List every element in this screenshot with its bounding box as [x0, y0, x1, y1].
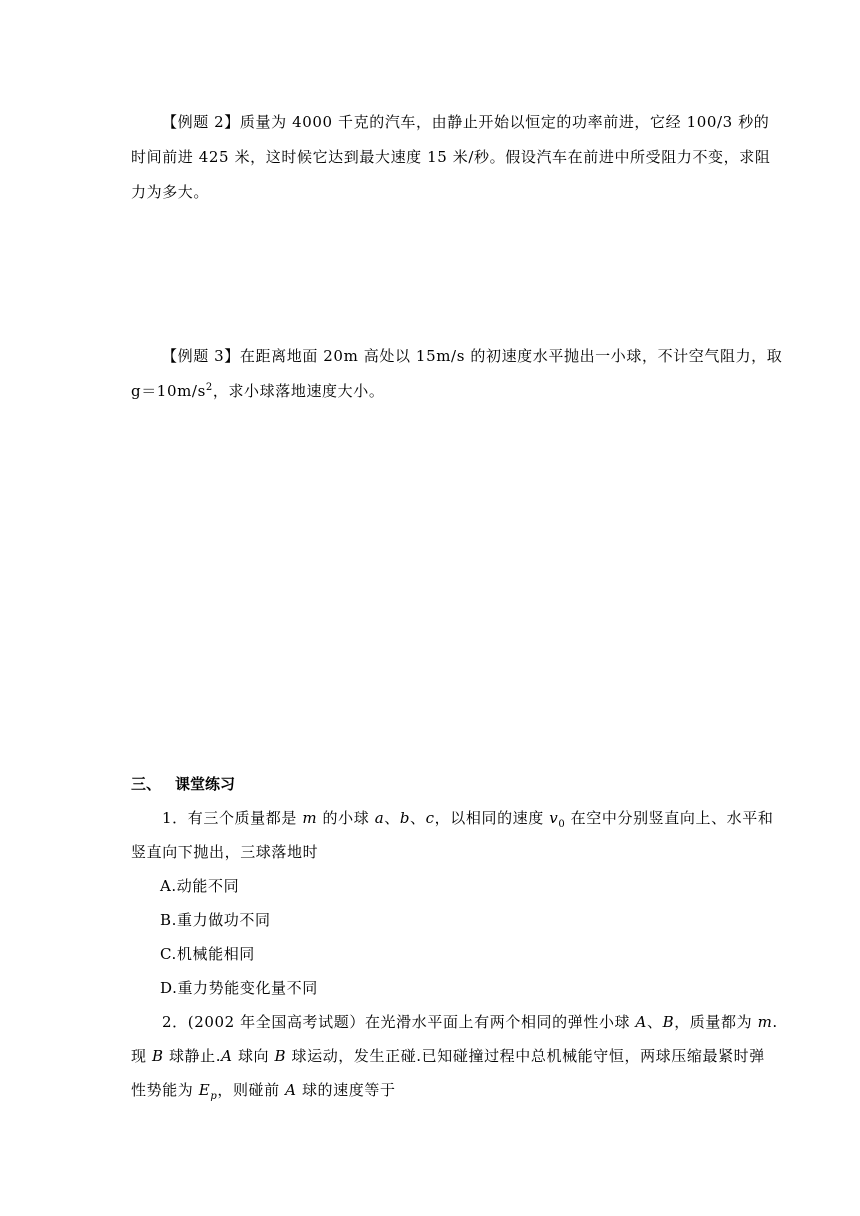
question1-option-a: A.动能不同: [160, 877, 240, 895]
example3-line-1: 【例题 3】在距离地面 20m 高处以 15m/s 的初速度水平抛出一小球，不计空气阻力，取: [162, 347, 783, 365]
question1-option-c: C.机械能相同: [160, 945, 255, 963]
example2-line-3: 力为多大。: [131, 183, 210, 201]
example3-tag: 【例题 3】: [162, 347, 240, 365]
example3-line-2: $g=10m/s^2$，求小球落地速度大小。: [131, 382, 385, 400]
section-number: 三、: [131, 775, 162, 793]
section-heading: [131, 774, 235, 794]
question2-line-2: 现 B 球静止.A 球向 B 球运动，发生正碰.已知碰撞过程中总机械能守恒，两球压缩最紧时弹: [131, 1047, 765, 1065]
question1-option-d: D.重力势能变化量不同: [160, 979, 318, 997]
section-title: 课堂练习: [175, 775, 236, 793]
question1-option-b: B.重力做功不同: [160, 911, 271, 929]
question1-line-1: 1．有三个质量都是 m 的小球 a、b、c，以相同的速度 $v_0$ 在空中分别竖直向上、水平和: [162, 809, 774, 830]
example2-line-1: 【例题 2】质量为 4000 千克的汽车，由静止开始以恒定的功率前进，它经 100/3 秒的: [162, 113, 770, 131]
question2-line-3: 性势能为 $E_p$，则碰前 A 球的速度等于: [131, 1081, 396, 1102]
question1-line-2: 竖直向下抛出，三球落地时: [131, 843, 319, 861]
question2-line-1: 2．(2002 年全国高考试题）在光滑水平面上有两个相同的弹性小球 A、B，质量都为 m.: [162, 1013, 778, 1031]
example2-tag: 【例题 2】: [162, 113, 240, 131]
example2-line-2: 时间前进 425 米，这时候它达到最大速度 15 米/秒。假设汽车在前进中所受阻力不变，求阻: [131, 148, 771, 166]
